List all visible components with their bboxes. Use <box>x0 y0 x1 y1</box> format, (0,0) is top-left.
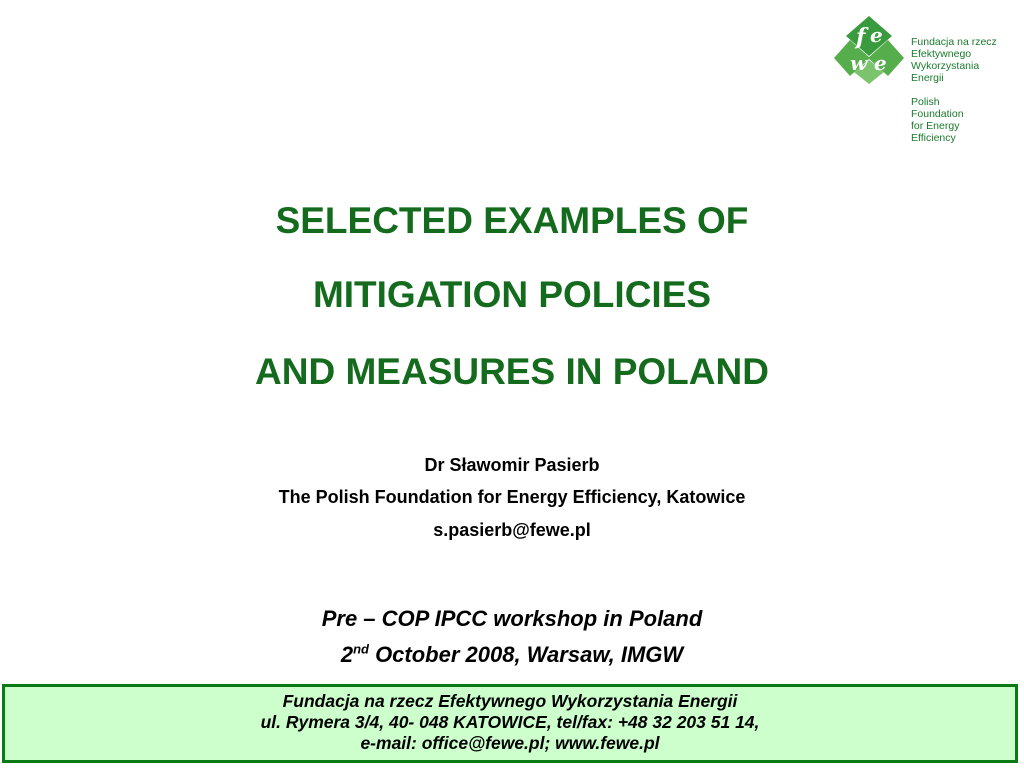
event-title: Pre – COP IPCC workshop in Poland <box>321 606 703 631</box>
slide-title-line-3: AND MEASURES IN POLAND <box>255 351 769 392</box>
fewe-leaf-logo-icon <box>832 14 906 84</box>
footer-organization: Fundacja na rzecz Efektywnego Wykorzystania Energii <box>282 691 738 711</box>
footer-email-web: e-mail: office@fewe.pl; www.fewe.pl <box>360 733 660 753</box>
event-date-location <box>0 642 1024 668</box>
logo-text-line: Energii <box>911 72 944 84</box>
logo-text-line: for Energy <box>911 120 960 132</box>
fewe-logo <box>832 14 1012 154</box>
logo-text-polish <box>911 36 1011 84</box>
event-date-rest: October 2008, Warsaw, IMGW <box>368 642 684 667</box>
svg-text:e: e <box>870 23 883 47</box>
logo-text-english <box>911 96 1011 144</box>
logo-text-line: Wykorzystania <box>911 60 980 72</box>
event-day: 2 <box>340 642 354 667</box>
author-name: Dr Sławomir Pasierb <box>424 455 600 475</box>
event-day-suffix: nd <box>353 641 369 657</box>
author-email: s.pasierb@fewe.pl <box>433 520 591 540</box>
slide-title-line-2: MITIGATION POLICIES <box>312 274 712 315</box>
footer-contact-box <box>2 684 1018 763</box>
logo-text-line: Foundation <box>911 108 964 120</box>
logo-text-line: Fundacja na rzecz <box>911 36 997 48</box>
footer-address: ul. Rymera 3/4, 40- 048 KATOWICE, tel/fax: +48 32 203 51 14, <box>260 712 760 732</box>
author-affiliation: The Polish Foundation for Energy Efficiency, Katowice <box>278 487 746 507</box>
svg-text:w: w <box>850 51 868 75</box>
svg-text:f: f <box>856 24 866 50</box>
slide-title-line-1: SELECTED EXAMPLES OF <box>275 200 749 241</box>
svg-text:e: e <box>874 51 887 75</box>
logo-text-line: Efficiency <box>911 132 956 144</box>
logo-text-line: Polish <box>911 96 940 108</box>
logo-text-line: Efektywnego <box>911 48 972 60</box>
